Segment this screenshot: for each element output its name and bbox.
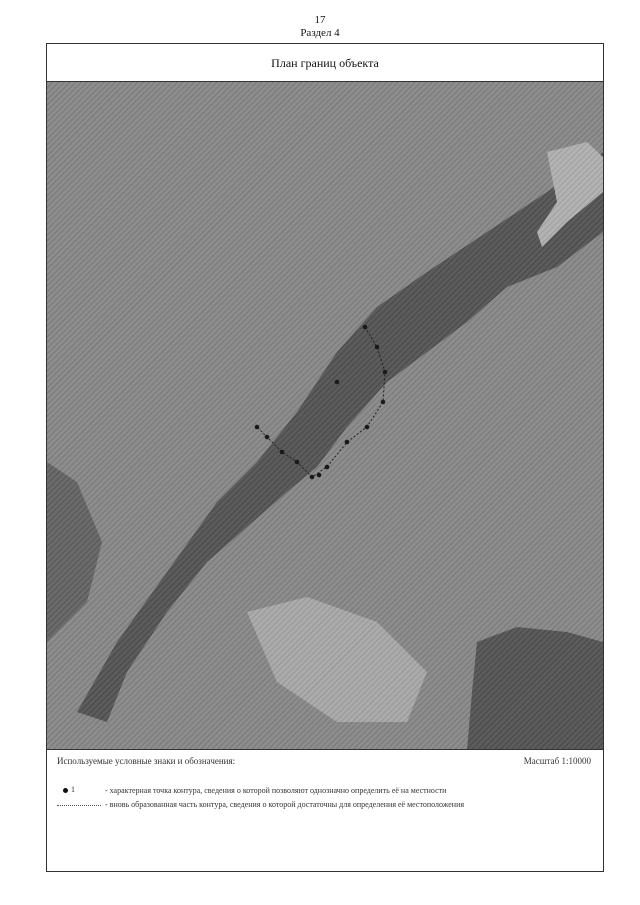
boundary-point <box>363 325 368 330</box>
boundary-point <box>365 425 370 430</box>
dotted-line-icon <box>57 805 101 806</box>
boundary-point <box>255 425 260 430</box>
boundary-point <box>335 380 340 385</box>
dark-area-bottom-right <box>467 627 603 750</box>
plan-title: План границ объекта <box>47 44 603 82</box>
satellite-map <box>47 82 603 750</box>
legend-text-contour: - вновь образованная часть контура, сведения о которой достаточны для определения её местоположения <box>105 800 465 809</box>
boundary-point <box>280 450 285 455</box>
boundary-point <box>295 460 300 465</box>
point-marker-icon <box>63 788 68 793</box>
boundary-point <box>325 465 330 470</box>
map-image <box>47 82 603 750</box>
boundary-point <box>310 475 315 480</box>
legend-symbol-point <box>57 786 105 798</box>
legend-item-contour <box>57 800 587 812</box>
section-title: Раздел 4 <box>300 27 340 39</box>
legend-text-point: - характерная точка контура, сведения о которой позволяют однозначно определить её на местности <box>105 786 447 795</box>
page-number: 17 <box>314 14 326 26</box>
boundary-point <box>383 370 388 375</box>
boundary-point <box>345 440 350 445</box>
boundary-point <box>317 473 322 478</box>
boundary-point <box>375 345 380 350</box>
legend-symbol-contour <box>57 800 105 812</box>
legend-item-point <box>57 786 587 798</box>
boundary-point <box>381 400 386 405</box>
map-scale: Масштаб 1:10000 <box>523 756 591 766</box>
point-marker-label: 1 <box>71 785 75 794</box>
boundary-point <box>265 435 270 440</box>
plan-frame <box>46 43 604 872</box>
legend-title: Используемые условные знаки и обозначения: <box>57 756 236 766</box>
